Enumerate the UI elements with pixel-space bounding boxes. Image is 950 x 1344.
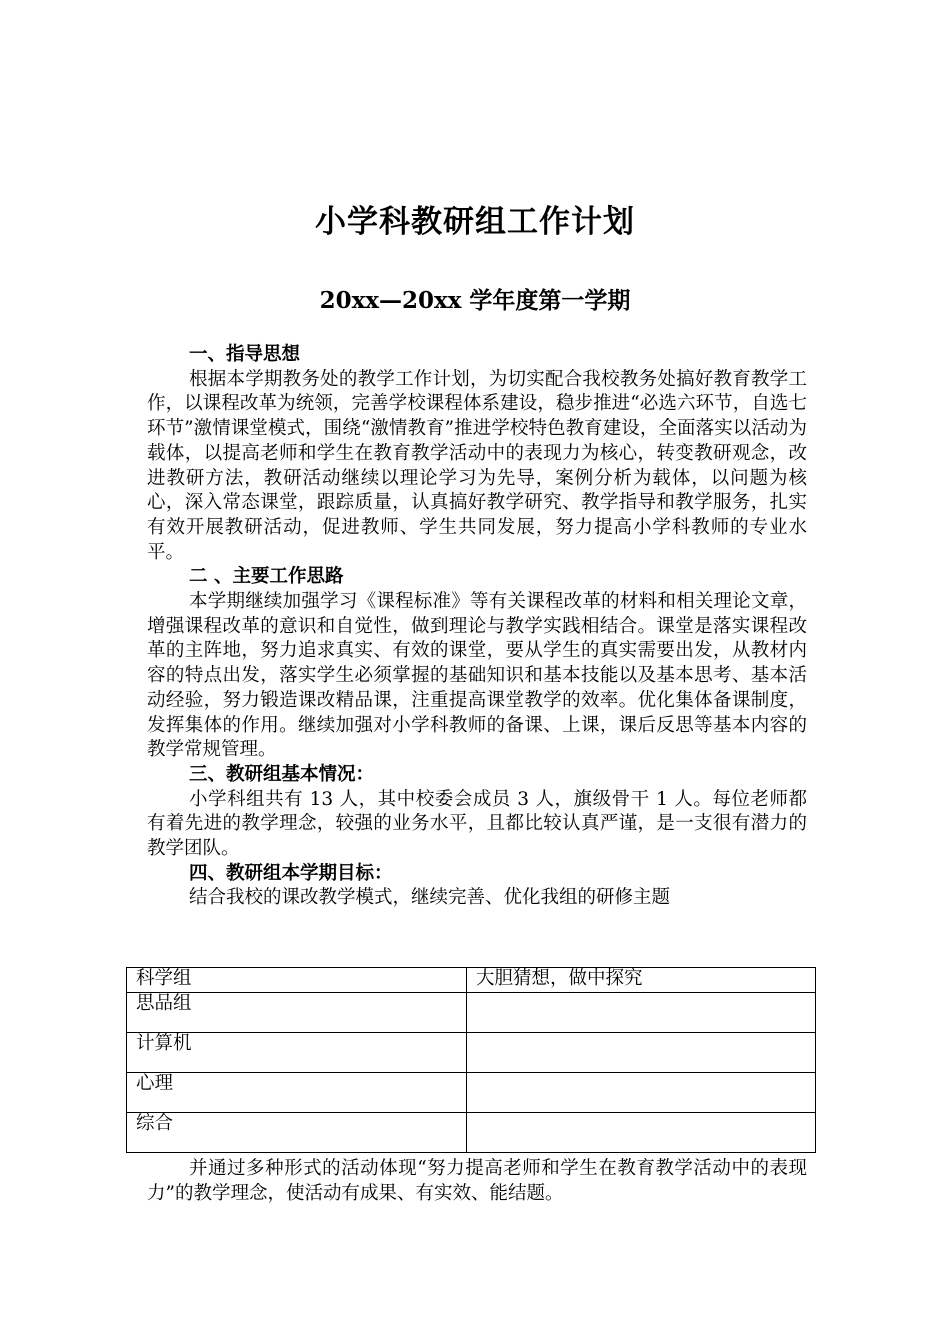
table-row [127,1073,816,1113]
document-body [147,343,807,911]
document-subtitle: 20xx—20xx 学年度第一学期 [319,287,631,314]
section-paragraph-guiding-ideology: 根据本学期教务处的教学工作计划，为切实配合我校教务处搞好教育教学工作，以课程改革为统领，完善学校课程体系建设，稳步推进“必选六环节，自选七环节”激情课堂模式，围绕“激情教育”推进学校特色教育建设，全面落实以活动为载体，以提高老师和学生在教育教学活动中的表现力为核心，转变教研观念，改进教研方法，教研活动继续以理论学习为先导，案例分析为载体，以问题为核心，深入常态课堂，跟踪质量，认真搞好教学研究、教学指导和教学服务，扎实有效开展教研活动，促进教师、学生共同发展，努力提高小学科教师的专业水平。 [147,368,807,563]
section-heading-main-work-ideas: 二 、主要工作思路 [189,566,344,588]
document-title: 小学科教研组工作计划 [315,204,635,240]
section-paragraph-group-situation: 小学科组共有 13 人，其中校委会成员 3 人，旗级骨干 1 人。每位老师都有着先进的教学理念，较强的业务水平，且都比较认真严谨，是一支很有潜力的教学团队。 [147,788,807,860]
table-cell-group: 综合 [127,1113,467,1153]
closing-paragraph-text: 并通过多种形式的活动体现“努力提高老师和学生在教育教学活动中的表现力”的教学理念，使活动有成果、有实效、能结题。 [147,1158,807,1204]
section-paragraph-semester-goals: 结合我校的课改教学模式，继续完善、优化我组的研修主题 [189,887,671,909]
table-cell-theme [467,1113,816,1153]
table-row [127,968,816,993]
table-cell-theme [467,993,816,1033]
section-heading-guiding-ideology: 一、指导思想 [189,344,301,365]
table-row [127,1113,816,1153]
closing-paragraph [147,1157,807,1206]
section-paragraph-main-work-ideas: 本学期继续加强学习《课程标准》等有关课程改革的材料和相关理论文章，增强课程改革的意识和自觉性，做到理论与教学实践相结合。课堂是落实课程改革的主阵地，努力追求真实、有效的课堂，要从学生的真实需要出发，从教材内容的特点出发，落实学生必须掌握的基础知识和基本技能以及基本思考、基本活动经验，努力锻造课改精品课，注重提高课堂教学的效率。优化集体备课制度，发挥集体的作用。继续加强对小学科教师的备课、上课，课后反思等基本内容的教学常规管理。 [147,591,807,761]
section-heading-group-situation: 三、教研组基本情况： [189,763,375,785]
section-heading-semester-goals: 四、教研组本学期目标： [189,862,393,884]
table-cell-group: 思品组 [127,993,467,1033]
table-cell-theme [467,1073,816,1113]
table-row [127,993,816,1033]
table-cell-group: 科学组 [127,968,467,993]
research-topics-table [126,967,816,1153]
table-cell-group: 计算机 [127,1033,467,1073]
table-cell-group: 心理 [127,1073,467,1113]
table-cell-theme [467,1033,816,1073]
table-row [127,1033,816,1073]
table-cell-theme: 大胆猜想，做中探究 [467,968,816,993]
